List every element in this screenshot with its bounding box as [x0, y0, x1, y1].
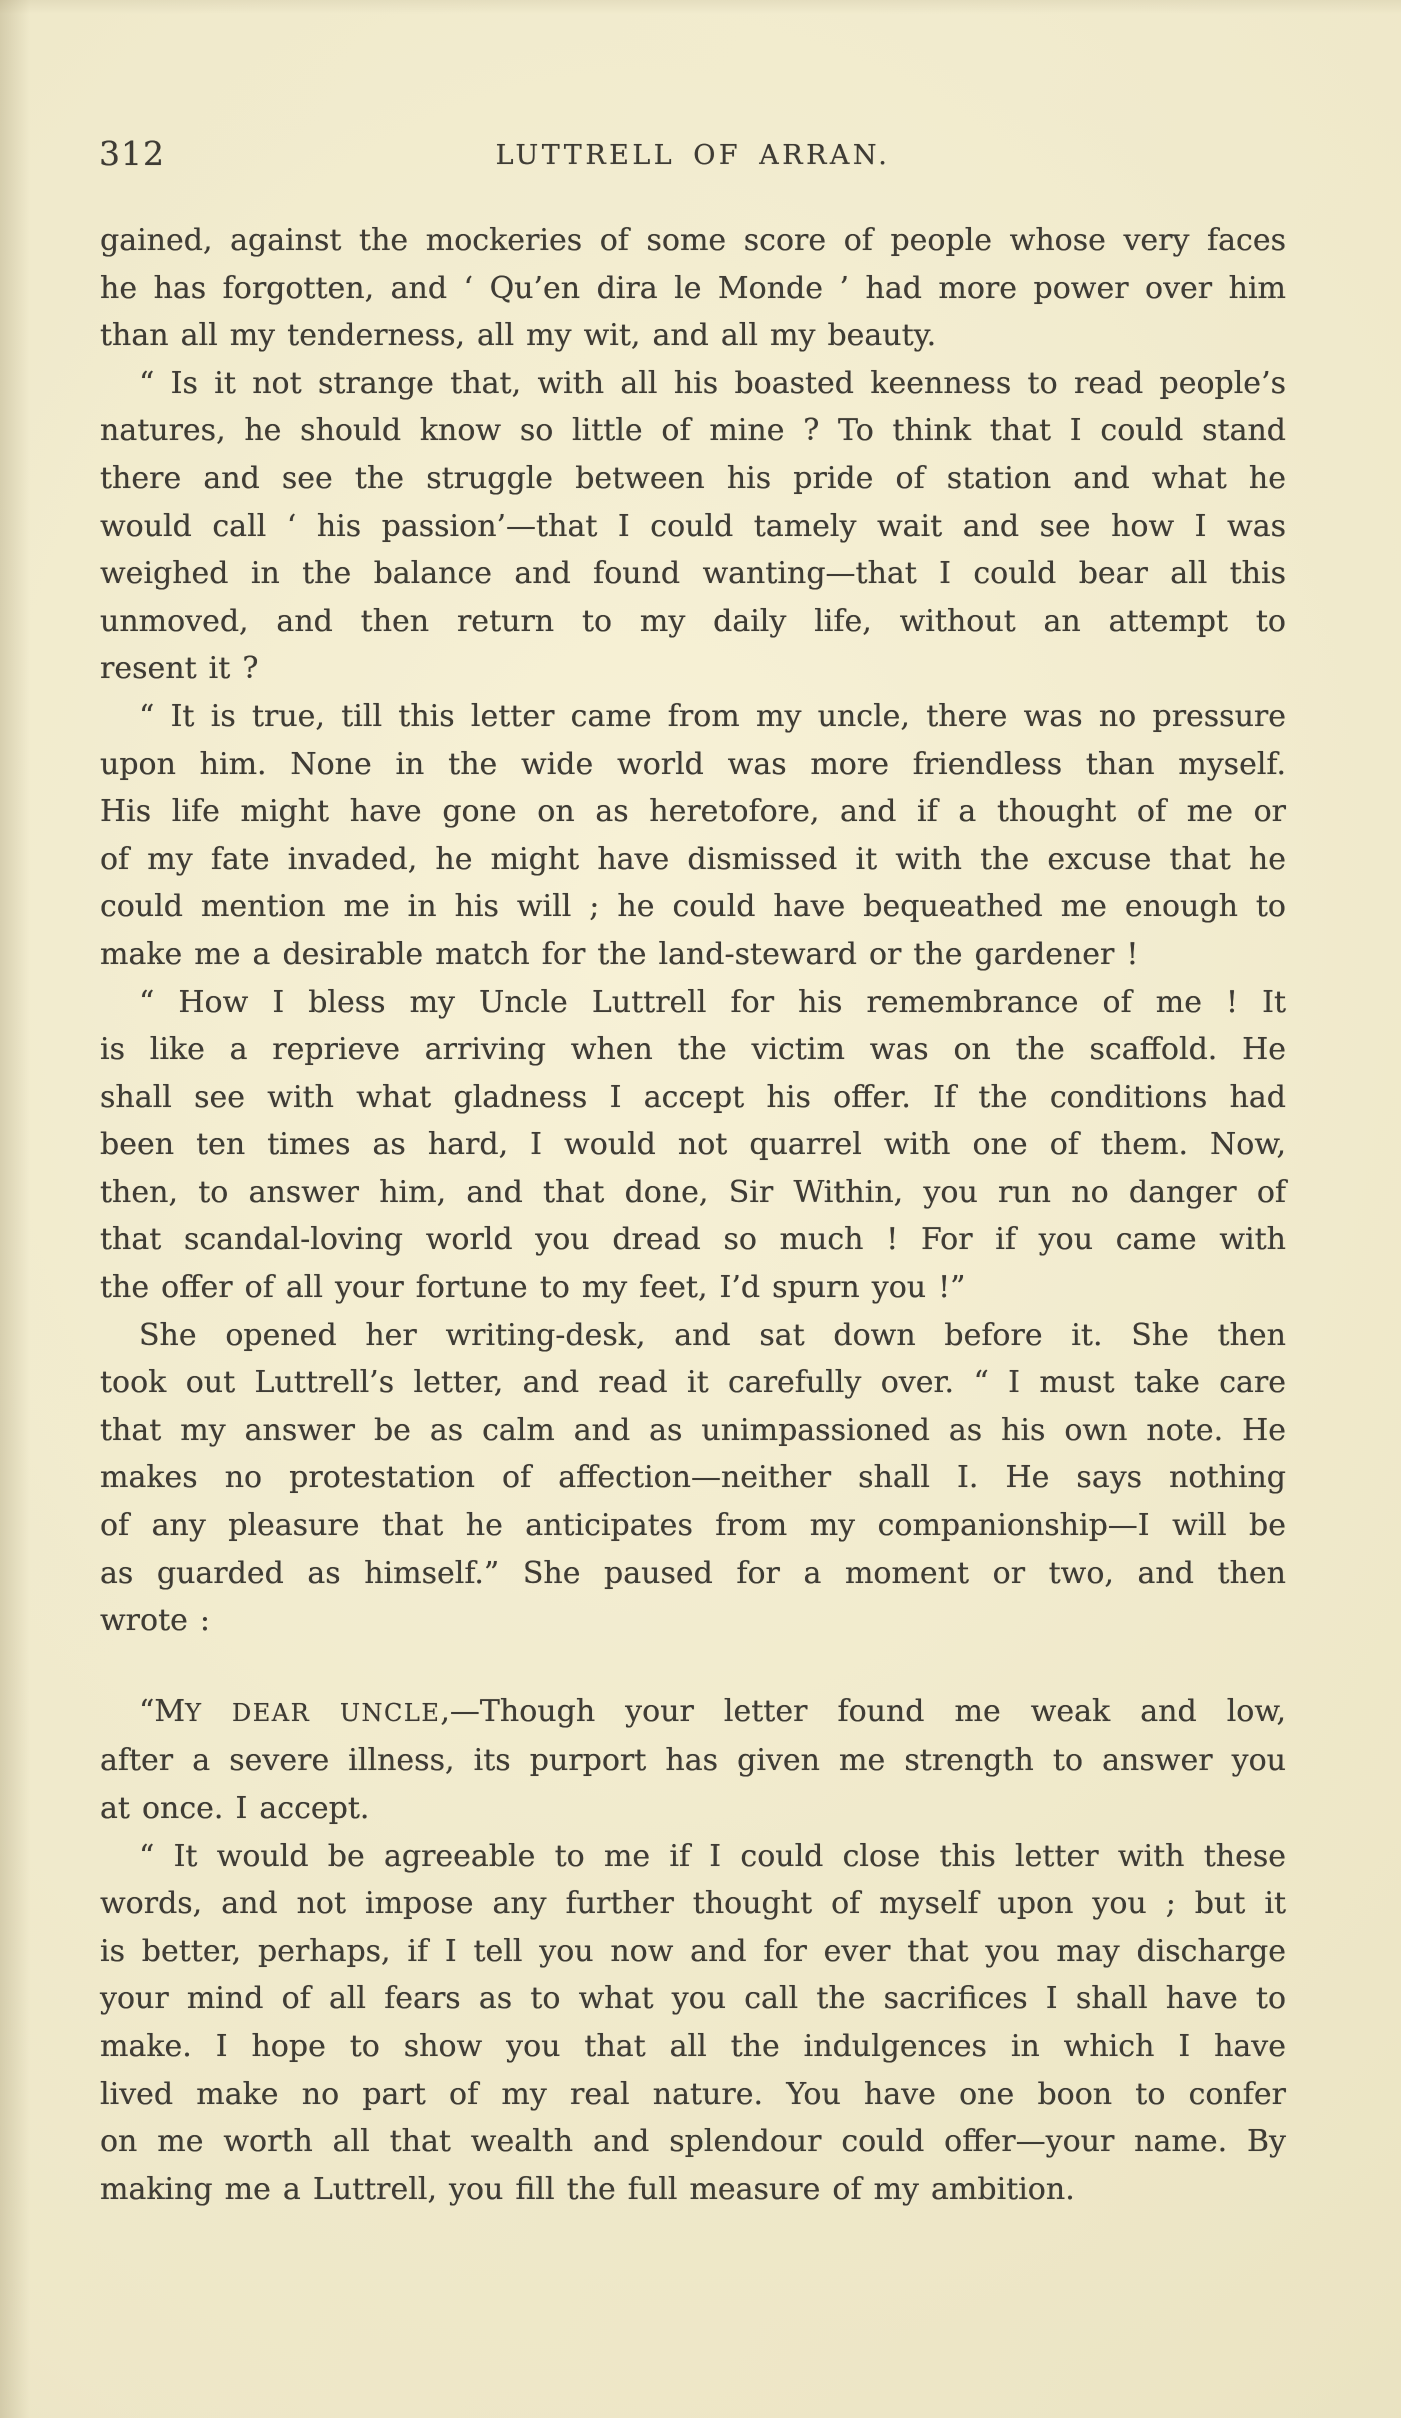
- letter-paragraph-2: [100, 1833, 1286, 2214]
- text-line: “ It would be agreeable to me if I could close this letter with these: [139, 1838, 1286, 1874]
- text-line: would call ‘ his passion’—that I could tamely wait and see how I was: [100, 508, 1286, 544]
- text-line: resent it ?: [100, 651, 259, 687]
- text-line: after a severe illness, its purport has given me strength to answer you: [100, 1743, 1286, 1779]
- text-line: unmoved, and then return to my daily life, without an attempt to: [100, 603, 1286, 639]
- text-line: is better, perhaps, if I tell you now and for ever that you may discharge: [100, 1933, 1286, 1969]
- text-line: natures, he should know so little of mine ? To think that I could stand: [100, 413, 1286, 449]
- text-line: “ It is true, till this letter came from my uncle, there was no pressure: [139, 698, 1286, 734]
- text-line: then, to answer him, and that done, Sir Within, you run no danger of: [100, 1174, 1286, 1210]
- text-line: His life might have gone on as heretofore, and if a thought of me or: [100, 794, 1286, 830]
- paragraph-continuation: [100, 217, 1286, 360]
- letter-salutation-smallcaps: Y DEAR UNCLE: [185, 1698, 441, 1727]
- text-line: he has forgotten, and ‘ Qu’en dira le Monde ’ had more power over him: [100, 270, 1286, 306]
- text-line: “ Is it not strange that, with all his boasted keenness to read people’s: [139, 365, 1286, 401]
- text-line: lived make no part of my real nature. You have one boon to confer: [100, 2076, 1286, 2112]
- text-line: as guarded as himself.” She paused for a moment or two, and then: [100, 1555, 1286, 1591]
- text-line: there and see the struggle between his pride of station and what he: [100, 460, 1286, 496]
- text-line: She opened her writing-desk, and sat down before it. She then: [139, 1317, 1286, 1353]
- paragraph-4: [100, 979, 1286, 1312]
- page-number: 312: [99, 134, 165, 173]
- letter-salutation-rest: ,—Though your letter found me weak and low,: [440, 1693, 1287, 1729]
- letter-open-quote: “: [139, 1693, 155, 1729]
- text-line: could mention me in his will ; he could have bequeathed me enough to: [100, 889, 1286, 925]
- text-line: the offer of all your fortune to my feet, I’d spurn you !”: [100, 1270, 966, 1306]
- text-line: make. I hope to show you that all the indulgences in which I have: [100, 2028, 1286, 2064]
- text-line: took out Luttrell’s letter, and read it carefully over. “ I must take care: [100, 1365, 1286, 1401]
- text-line: that my answer be as calm and as unimpassioned as his own note. He: [100, 1412, 1286, 1448]
- letter-paragraph-1: [100, 1688, 1286, 1833]
- letter-salutation-line: [100, 1688, 1286, 1738]
- text-line: than all my tenderness, all my wit, and all my beauty.: [100, 318, 937, 354]
- text-block: [100, 217, 1286, 2213]
- paragraph-5: [100, 1312, 1286, 1645]
- text-line: of any pleasure that he anticipates from my companionship—I will be: [100, 1508, 1286, 1544]
- text-line: is like a reprieve arriving when the victim was on the scaffold. He: [100, 1032, 1286, 1068]
- letter-salutation-initial: M: [154, 1693, 186, 1729]
- text-line: that scandal-loving world you dread so much ! For if you came with: [100, 1222, 1286, 1258]
- text-line: at once. I accept.: [100, 1791, 370, 1826]
- text-line: making me a Luttrell, you fill the full measure of my ambition.: [100, 2171, 1075, 2207]
- text-line: weighed in the balance and found wanting—that I could bear all this: [100, 556, 1286, 592]
- text-line: wrote :: [100, 1603, 211, 1639]
- running-title: LUTTRELL OF ARRAN.: [495, 140, 891, 171]
- paragraph-3: [100, 693, 1286, 979]
- paragraph-2: [100, 360, 1286, 693]
- text-line: words, and not impose any further thought of myself upon you ; but it: [100, 1886, 1286, 1922]
- text-line: gained, against the mockeries of some score of people whose very faces: [100, 223, 1286, 258]
- page-top-edge-shadow: [0, 0, 1401, 14]
- text-line: on me worth all that wealth and splendour could offer—your name. By: [100, 2124, 1286, 2160]
- page-left-edge-shadow: [0, 0, 30, 2418]
- text-line: make me a desirable match for the land-steward or the gardener !: [100, 936, 1139, 972]
- text-line: “ How I bless my Uncle Luttrell for his remembrance of me ! It: [139, 984, 1286, 1020]
- text-line: upon him. None in the wide world was more friendless than myself.: [100, 746, 1286, 782]
- text-line: your mind of all fears as to what you call the sacrifices I shall have to: [100, 1981, 1286, 2017]
- text-line: been ten times as hard, I would not quarrel with one of them. Now,: [100, 1127, 1286, 1163]
- text-line: shall see with what gladness I accept his offer. If the conditions had: [100, 1079, 1286, 1115]
- text-line: of my fate invaded, he might have dismissed it with the excuse that he: [100, 841, 1286, 877]
- text-line: makes no protestation of affection—neither shall I. He says nothing: [100, 1460, 1286, 1496]
